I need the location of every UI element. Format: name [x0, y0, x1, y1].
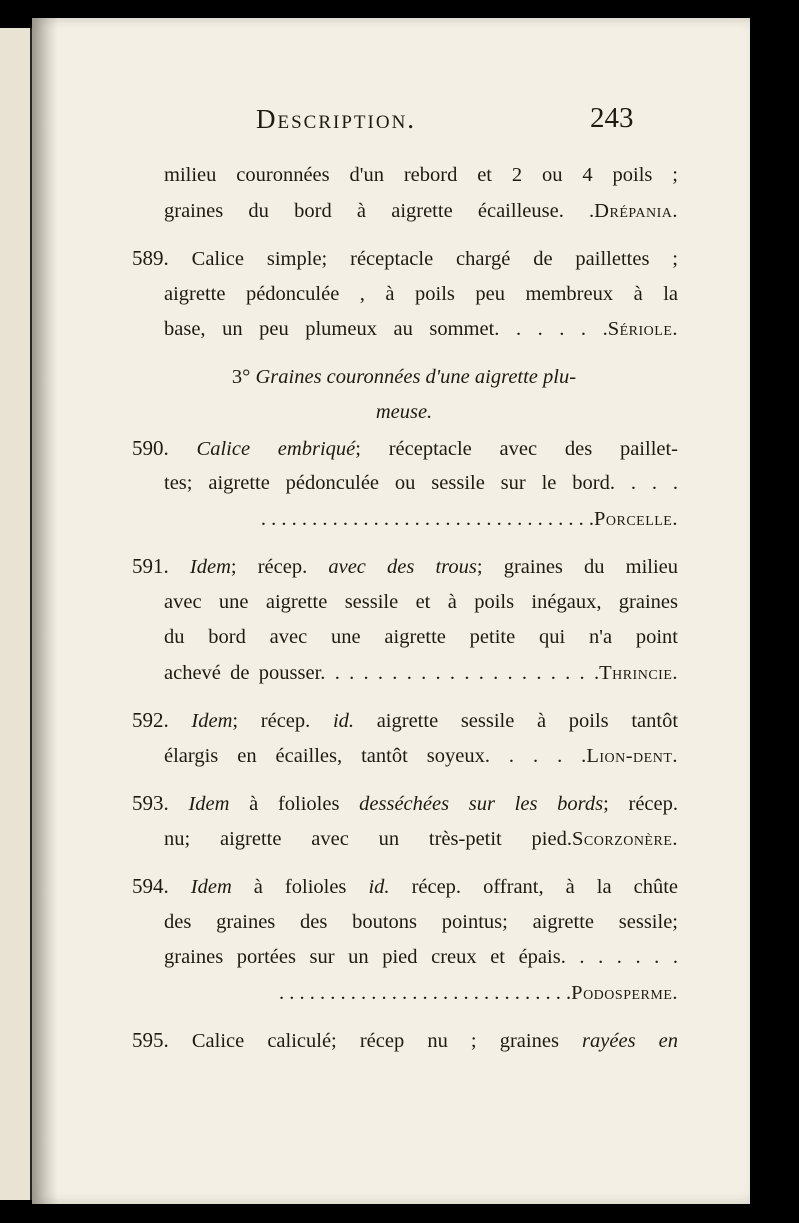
section-heading	[130, 360, 678, 396]
entry-593	[130, 786, 678, 822]
line-text: ; récep.	[232, 710, 311, 732]
entry-number: 593.	[132, 791, 169, 815]
line-text: ; récep.	[230, 556, 308, 578]
entry-number: 589.	[132, 246, 169, 270]
text-line	[130, 312, 678, 348]
page-header	[32, 104, 750, 144]
line-text: Calice caliculé; récep nu ; graines	[191, 1030, 559, 1052]
text-line	[130, 194, 678, 230]
text-line: des graines des boutons pointus; aigrette sessile;	[164, 910, 678, 933]
section-title-cont: meuse.	[375, 401, 433, 423]
genus-name: Thrincie.	[599, 661, 678, 684]
line-text: achevé de pousser. . . . . . . . . . . . . . . . . . . .	[164, 661, 600, 684]
italic-text: desséchées sur les bords	[359, 793, 604, 815]
italic-text: Idem	[188, 793, 230, 815]
italic-text: Idem	[189, 556, 231, 578]
page-body	[130, 158, 678, 1059]
text-line: tes; aigrette pédonculée ou sessile sur le bord. . . .	[164, 472, 678, 494]
line-text: à folioles	[249, 793, 340, 815]
entry-number: 591.	[132, 554, 169, 578]
genus-name: Podosperme.	[571, 981, 678, 1004]
line-text: récep. offrant, à la chûte	[411, 876, 678, 898]
book-page	[32, 18, 750, 1204]
text-line	[130, 502, 678, 538]
italic-text: rayées en	[582, 1030, 679, 1052]
leader-dots: . . . . . . . . . . . . . . . . . . . . . . . . . . . . . . . . .	[260, 507, 594, 530]
genus-name: Sériole.	[607, 318, 678, 340]
entry-592	[130, 703, 678, 739]
italic-text: Idem	[190, 876, 232, 898]
genus-name: Scorzonère.	[571, 827, 678, 850]
entry-591	[130, 549, 678, 585]
text-line	[130, 822, 678, 858]
genus-name: Lion-dent.	[586, 744, 678, 767]
line-text: graines du bord à aigrette écailleuse. .	[164, 199, 595, 222]
line-text: Calice simple; réceptacle chargé de paillettes ;	[191, 248, 678, 270]
running-title: Description.	[256, 104, 417, 134]
entry-595	[130, 1023, 678, 1059]
previous-page-edge	[0, 28, 32, 1200]
italic-text: id.	[332, 710, 355, 732]
line-text: base, un peu plumeux au sommet. . . . . .	[164, 318, 608, 340]
line-text: aigrette sessile à poils tantôt	[376, 710, 679, 732]
entry-589	[130, 241, 678, 277]
italic-text: avec des trous	[328, 556, 477, 578]
text-line: graines portées sur un pied creux et épais. . . . . . .	[164, 946, 678, 968]
italic-text: id.	[368, 876, 390, 898]
text-line: du bord avec une aigrette petite qui n'a point	[164, 626, 678, 648]
section-title: Graines couronnées d'une aigrette plu-	[255, 365, 577, 388]
line-text: ; réceptacle avec des paillet-	[355, 437, 679, 460]
genus-name: Porcelle.	[593, 507, 678, 530]
text-line: aigrette pédonculée , à poils peu membreux à la	[164, 282, 678, 305]
section-number: 3°	[231, 365, 251, 388]
italic-text: Calice embriqué	[196, 437, 356, 460]
entry-number: 592.	[132, 708, 169, 732]
entry-594	[130, 869, 678, 905]
line-text: nu; aigrette avec un très-petit pied.	[164, 827, 572, 850]
line-text: à folioles	[253, 876, 347, 898]
text-line	[130, 656, 678, 692]
entry-590	[130, 431, 678, 467]
italic-text: Idem	[191, 710, 233, 732]
entry-number: 594.	[132, 874, 169, 898]
spine-shadow	[32, 18, 58, 1204]
text-line: milieu couronnées d'un rebord et 2 ou 4 poils ;	[164, 164, 678, 186]
line-text: élargis en écailles, tantôt soyeux. . . . .	[164, 744, 587, 767]
leader-dots: . . . . . . . . . . . . . . . . . . . . . . . . . . . . .	[279, 981, 572, 1004]
text-line	[130, 976, 678, 1012]
entry-number: 590.	[132, 435, 169, 460]
line-text: ; graines du milieu	[476, 556, 679, 578]
entry-number: 595.	[132, 1028, 169, 1052]
page-number: 243	[590, 102, 634, 134]
text-line: avec une aigrette sessile et à poils inégaux, graines	[164, 590, 678, 613]
line-text: ; récep.	[603, 793, 679, 815]
text-line	[130, 739, 678, 775]
genus-name: Drépania.	[594, 199, 678, 222]
section-heading-cont	[130, 395, 678, 431]
